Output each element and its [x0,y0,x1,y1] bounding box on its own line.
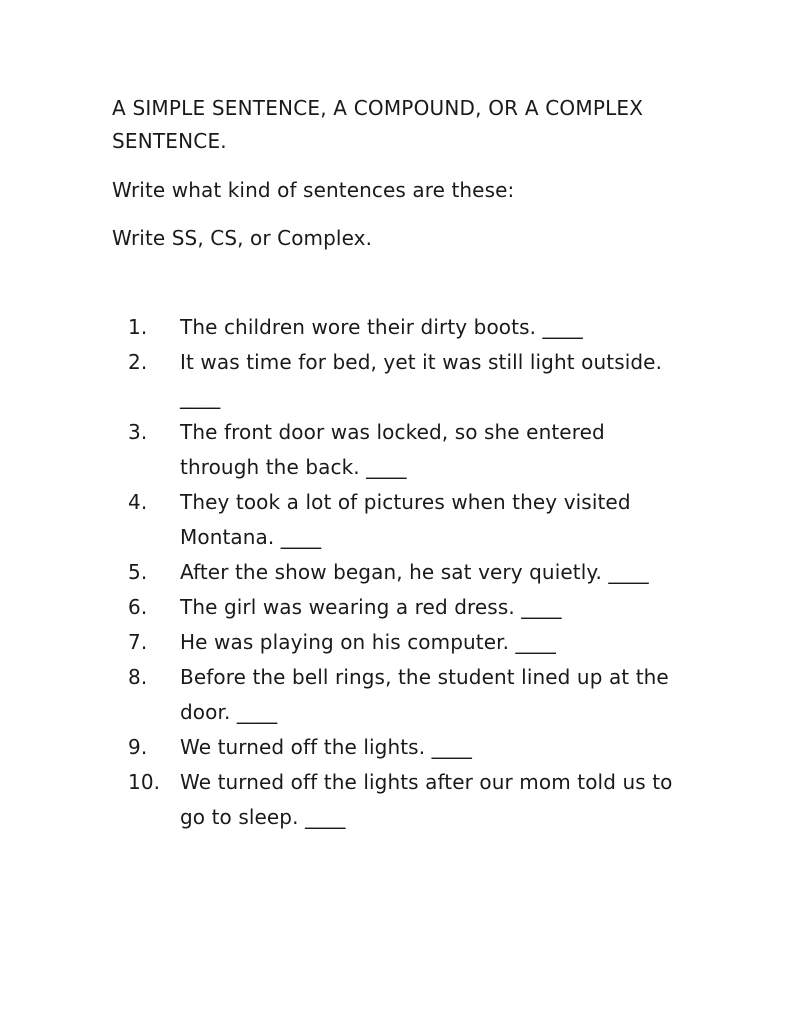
sentence-text-6: The girl was wearing a red dress. ____ [180,595,562,619]
sentence-item-4 [128,485,688,555]
sentence-item-2 [128,345,688,415]
sentence-list [128,310,688,835]
sentence-number-8: 8. [128,665,148,689]
sentence-item-5 [128,555,688,590]
sentence-item-8 [128,660,688,730]
sentence-text-4: They took a lot of pictures when they visited Montana. ____ [180,490,631,549]
sentence-item-1 [128,310,688,345]
instruction-sentence-kind: Write what kind of sentences are these: [112,178,515,202]
sentence-text-1: The children wore their dirty boots. ____ [180,315,583,339]
sentence-text-5: After the show began, he sat very quietly. ____ [180,560,649,584]
sentence-text-8: Before the bell rings, the student lined up at the door. ____ [180,665,669,724]
worksheet-title: A SIMPLE SENTENCE, A COMPOUND, OR A COMPLEX SENTENCE. [112,96,644,153]
sentence-number-2: 2. [128,350,148,374]
sentence-item-7 [128,625,688,660]
sentence-text-3: The front door was locked, so she entered through the back. ____ [180,420,605,479]
sentence-number-3: 3. [128,420,148,444]
sentence-number-6: 6. [128,595,148,619]
sentence-item-9 [128,730,688,765]
sentence-number-1: 1. [128,315,148,339]
sentence-item-3 [128,415,688,485]
sentence-text-2: It was time for bed, yet it was still light outside. ____ [180,350,663,409]
sentence-number-5: 5. [128,560,148,584]
sentence-item-6 [128,590,688,625]
sentence-number-10: 10. [128,770,161,794]
sentence-item-10 [128,765,688,835]
instruction-answer-options: Write SS, CS, or Complex. [112,226,373,250]
sentence-text-9: We turned off the lights. ____ [180,735,473,759]
sentence-text-7: He was playing on his computer. ____ [180,630,556,654]
sentence-number-7: 7. [128,630,148,654]
sentence-number-4: 4. [128,490,148,514]
sentence-number-9: 9. [128,735,148,759]
sentence-text-10: We turned off the lights after our mom told us to go to sleep. ____ [180,770,673,829]
